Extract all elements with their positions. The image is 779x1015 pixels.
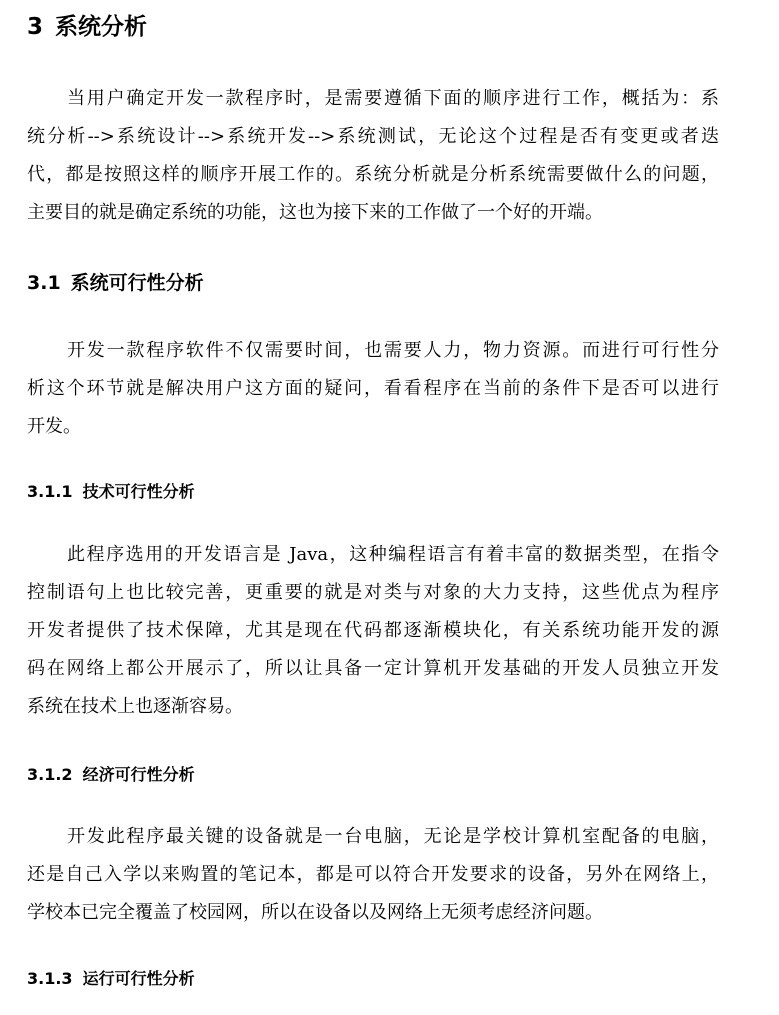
subsection-number: 3.1 [27, 272, 61, 294]
paragraph-line: 代，都是按照这样的顺序开展工作的。系统分析就是分析系统需要做什么的问题， [27, 164, 719, 185]
paragraph-line: 统分析-->系统设计-->系统开发-->系统测试，无论这个过程是否有变更或者迭 [27, 126, 719, 147]
section-heading [27, 10, 147, 44]
paragraph-line: 码在网络上都公开展示了，所以让具备一定计算机开发基础的开发人员独立开发 [27, 658, 719, 679]
subsubsection-title: 经济可行性分析 [82, 765, 195, 784]
subsubsection-number: 3.1.2 [27, 765, 73, 784]
paragraph-line: 此程序选用的开发语言是 Java，这种编程语言有着丰富的数据类型，在指令 [67, 544, 719, 565]
paragraph-line: 当用户确定开发一款程序时，是需要遵循下面的顺序进行工作，概括为：系 [67, 88, 719, 109]
subsubsection-title: 运行可行性分析 [82, 969, 195, 988]
subsection-heading [27, 269, 204, 297]
subsection-title: 系统可行性分析 [70, 272, 204, 294]
economic-paragraph [27, 818, 719, 932]
subsubsection-number: 3.1.1 [27, 482, 73, 501]
subsubsection-heading-operational [27, 967, 195, 991]
section-intro-paragraph [27, 80, 719, 232]
paragraph-line: 析这个环节就是解决用户这方面的疑问，看看程序在当前的条件下是否可以进行 [27, 378, 719, 399]
paragraph-line: 开发一款程序软件不仅需要时间，也需要人力，物力资源。而进行可行性分 [67, 340, 719, 361]
paragraph-line: 主要目的就是确定系统的功能，这也为接下来的工作做了一个好的开端。 [27, 202, 603, 223]
subsubsection-title: 技术可行性分析 [82, 482, 195, 501]
paragraph-line: 开发者提供了技术保障，尤其是现在代码都逐渐模块化，有关系统功能开发的源 [27, 620, 719, 641]
technical-paragraph [27, 536, 719, 726]
paragraph-line: 学校本已完全覆盖了校园网，所以在设备以及网络上无须考虑经济问题。 [27, 902, 603, 923]
subsubsection-heading-technical [27, 480, 195, 504]
paragraph-line: 开发此程序最关键的设备就是一台电脑，无论是学校计算机室配备的电脑， [67, 826, 719, 847]
paragraph-line: 系统在技术上也逐渐容易。 [27, 696, 243, 717]
paragraph-line: 还是自己入学以来购置的笔记本，都是可以符合开发要求的设备，另外在网络上， [27, 864, 719, 885]
section-number: 3 [27, 14, 44, 40]
subsection-intro-paragraph [27, 332, 719, 446]
subsubsection-number: 3.1.3 [27, 969, 73, 988]
section-title: 系统分析 [55, 14, 148, 40]
paragraph-line: 控制语句上也比较完善，更重要的就是对类与对象的大力支持，这些优点为程序 [27, 582, 719, 603]
paragraph-line: 开发。 [27, 416, 81, 437]
subsubsection-heading-economic [27, 763, 195, 787]
